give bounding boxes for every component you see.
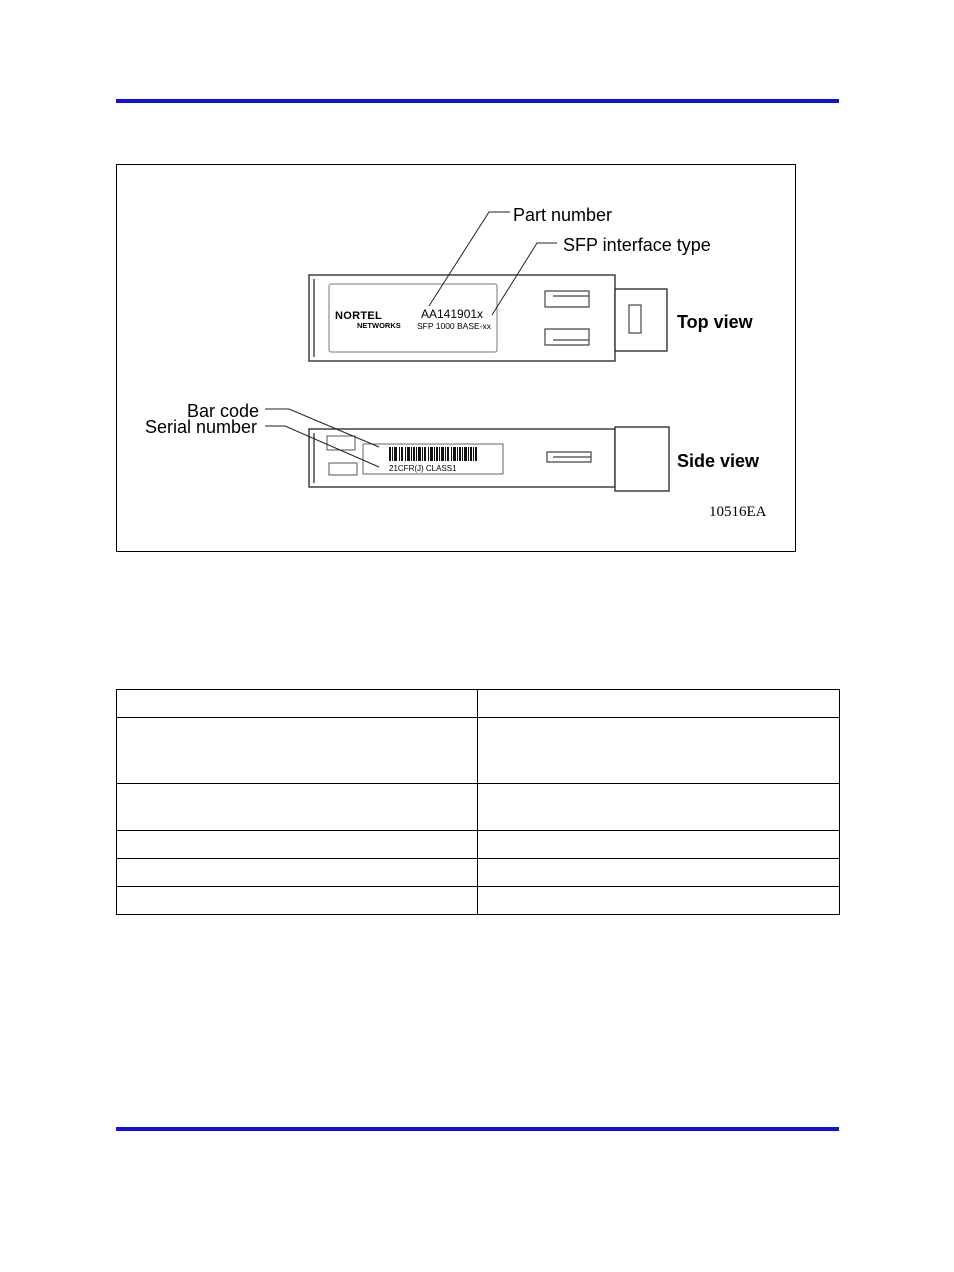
table-cell	[117, 784, 478, 831]
footer-rule	[116, 1127, 839, 1131]
table-cell	[478, 690, 840, 718]
figure-id: 10516EA	[709, 504, 767, 520]
side-view-label: Side view	[677, 451, 760, 471]
spec-table	[116, 689, 840, 915]
table-cell	[117, 887, 478, 915]
table-cell	[478, 718, 840, 784]
module-part-number-text: AA141901x	[421, 307, 484, 321]
table-cell	[478, 784, 840, 831]
table-cell	[117, 831, 478, 859]
table-cell	[478, 887, 840, 915]
table-row	[117, 831, 840, 859]
table-cell	[117, 859, 478, 887]
table-row	[117, 718, 840, 784]
part-number-callout: Part number	[513, 205, 613, 225]
table-cell	[478, 859, 840, 887]
table-cell	[478, 831, 840, 859]
top-view-label: Top view	[677, 312, 753, 332]
table-row	[117, 887, 840, 915]
table-row	[117, 859, 840, 887]
table-cell	[117, 718, 478, 784]
interface-type-callout: SFP interface type	[563, 235, 711, 255]
module-serial-text: 21CFR(J) CLASS1	[389, 464, 457, 473]
table-row	[117, 690, 840, 718]
brand-line2: NETWORKS	[357, 321, 401, 330]
module-interface-text: SFP 1000 BASE-xx	[417, 321, 492, 331]
serial-number-callout: Serial number	[145, 417, 258, 437]
brand-line1: NORTEL	[335, 310, 383, 322]
sfp-top-view	[309, 275, 667, 361]
sfp-side-view	[309, 427, 669, 491]
table-cell	[117, 690, 478, 718]
table-row	[117, 784, 840, 831]
sfp-label-figure	[116, 164, 796, 552]
header-rule	[116, 99, 839, 103]
bar-code-callout: Bar code	[187, 401, 260, 421]
